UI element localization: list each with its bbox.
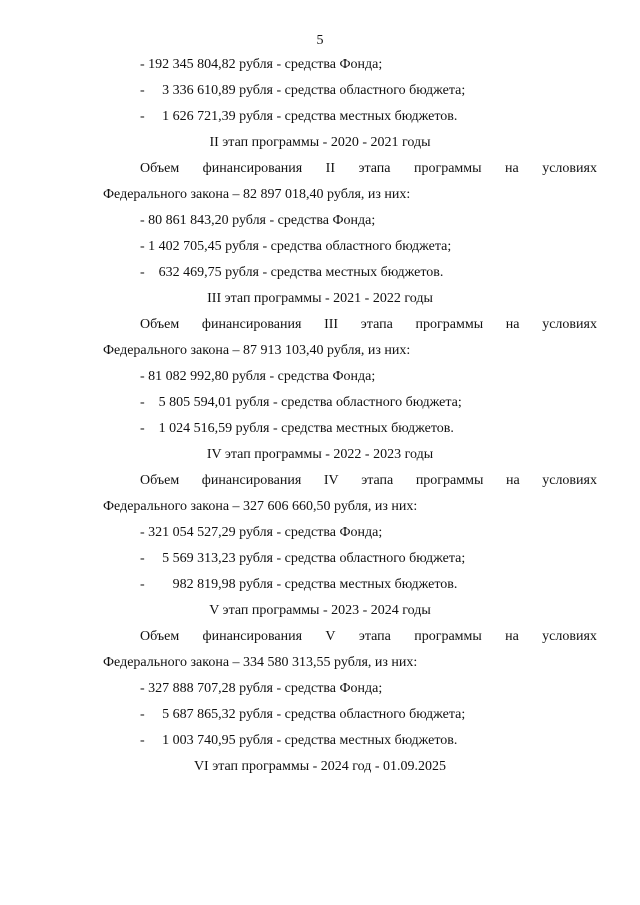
word: программы: [413, 161, 482, 176]
word: II: [325, 161, 335, 176]
financing-paragraph-line: [140, 471, 597, 491]
local-budget-line: - 982 819,98 рубля - средства местных бюджетов.: [140, 577, 458, 592]
word: этапа: [358, 161, 391, 176]
financing-paragraph-line: [140, 315, 597, 335]
word: условиях: [542, 473, 597, 488]
fund-amount-line: - 81 082 992,80 рубля - средства Фонда;: [140, 369, 376, 384]
page-number: 5: [316, 33, 324, 48]
word: этапа: [361, 473, 394, 488]
word: IV: [323, 473, 339, 488]
word: Объем: [140, 317, 180, 332]
stage-heading: III этап программы - 2021 - 2022 годы: [207, 291, 433, 306]
stage-heading: VI этап программы - 2024 год - 01.09.2025: [193, 759, 447, 774]
word: условиях: [542, 317, 597, 332]
word: этапа: [360, 317, 393, 332]
federal-law-line: Федерального закона – 334 580 313,55 рубля, из них:: [103, 655, 418, 670]
word: финансирования: [201, 317, 302, 332]
word: Объем: [140, 473, 180, 488]
federal-law-line: Федерального закона – 327 606 660,50 рубля, из них:: [103, 499, 418, 514]
word: финансирования: [202, 629, 303, 644]
oblast-budget-line: - 3 336 610,89 рубля - средства областного бюджета;: [140, 83, 466, 98]
fund-amount-line: - 327 888 707,28 рубля - средства Фонда;: [140, 681, 383, 696]
local-budget-line: - 632 469,75 рубля - средства местных бюджетов.: [140, 265, 444, 280]
fund-amount-line: - 192 345 804,82 рубля - средства Фонда;: [140, 57, 383, 72]
local-budget-line: - 1 024 516,59 рубля - средства местных бюджетов.: [140, 421, 454, 436]
word: финансирования: [201, 473, 302, 488]
word: финансирования: [202, 161, 303, 176]
oblast-budget-line: - 5 569 313,23 рубля - средства областного бюджета;: [140, 551, 466, 566]
federal-law-line: Федерального закона – 87 913 103,40 рубля, из них:: [103, 343, 411, 358]
word: на: [505, 317, 520, 332]
word: III: [324, 317, 339, 332]
financing-paragraph-line: [140, 159, 597, 179]
word: программы: [415, 317, 484, 332]
local-budget-line: - 1 626 721,39 рубля - средства местных бюджетов.: [140, 109, 458, 124]
word: V: [325, 629, 336, 644]
oblast-budget-line: - 1 402 705,45 рубля - средства областного бюджета;: [140, 239, 452, 254]
word: программы: [414, 629, 482, 644]
word: Объем: [140, 629, 180, 644]
word: на: [505, 161, 519, 176]
word: Объем: [140, 161, 180, 176]
word: условиях: [542, 161, 597, 176]
stage-heading: II этап программы - 2020 - 2021 годы: [209, 135, 431, 150]
fund-amount-line: - 80 861 843,20 рубля - средства Фонда;: [140, 213, 376, 228]
fund-amount-line: - 321 054 527,29 рубля - средства Фонда;: [140, 525, 383, 540]
stage-heading: V этап программы - 2023 - 2024 годы: [209, 603, 431, 618]
oblast-budget-line: - 5 687 865,32 рубля - средства областного бюджета;: [140, 707, 466, 722]
word: программы: [415, 473, 484, 488]
federal-law-line: Федерального закона – 82 897 018,40 рубля, из них:: [103, 187, 411, 202]
word: этапа: [358, 629, 391, 644]
stage-heading: IV этап программы - 2022 - 2023 годы: [206, 447, 434, 462]
word: на: [505, 629, 519, 644]
oblast-budget-line: - 5 805 594,01 рубля - средства областного бюджета;: [140, 395, 462, 410]
word: условиях: [542, 629, 597, 644]
local-budget-line: - 1 003 740,95 рубля - средства местных бюджетов.: [140, 733, 458, 748]
word: на: [505, 473, 520, 488]
financing-paragraph-line: [140, 627, 597, 647]
